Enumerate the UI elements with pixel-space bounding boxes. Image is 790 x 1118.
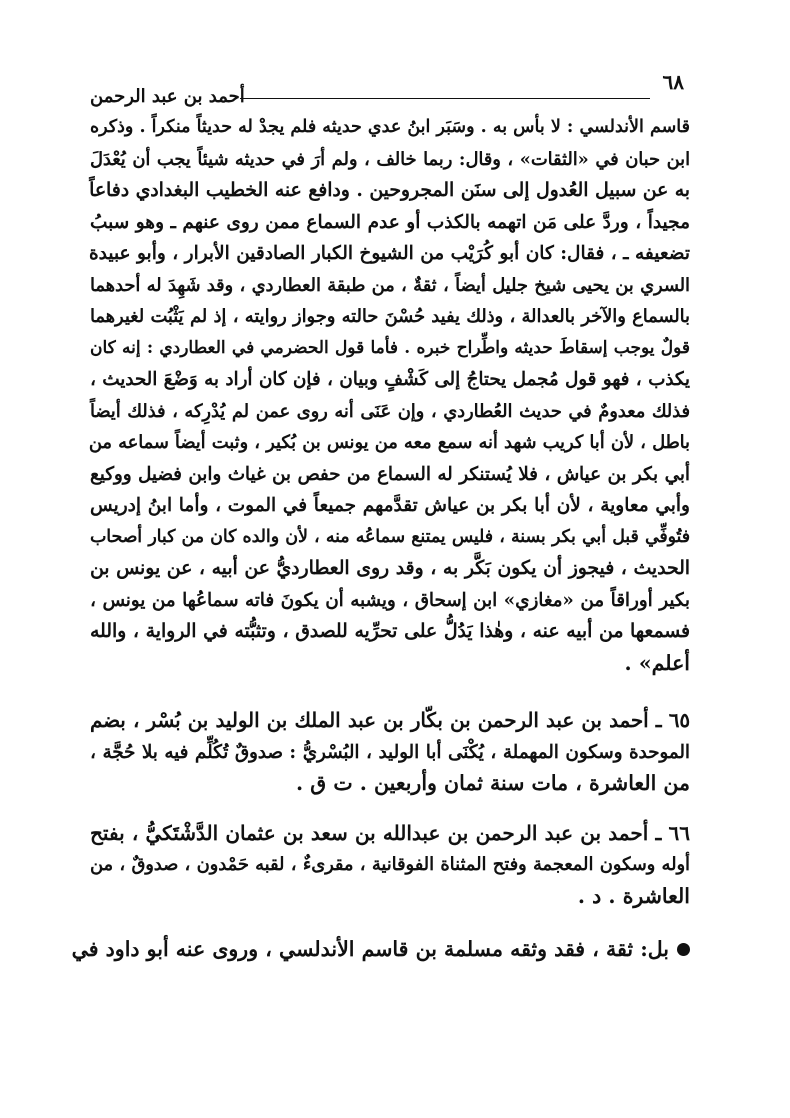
text-line: ٦٥ ـ أحمد بن عبد الرحمن بن بكّار بن عبد الملك بن الوليد بن بُسْر ، بضم: [90, 708, 690, 732]
text-line: تضعيفه ـ ، فقال: كان أبو كُرَيْب من الشيوخ الكبار الصادقين الأبرار ، وأبو عبيدة: [88, 243, 690, 264]
paragraph-continuation: [90, 112, 690, 679]
page-number: ٦٨: [662, 70, 684, 94]
text-line: الموحدة وسكون المهملة ، يُكْنَى أبا الوليد ، البُسْريُّ : صدوقٌ تُكُلِّم فيه بلا حُجَّة ،: [90, 741, 690, 763]
bullet-icon: [677, 943, 690, 956]
text-line: فسمعها من أبيه عنه ، وهٰذا يَدُلُّ على تحرِّيه للصدق ، وتثبُّته في الرواية ، والله: [90, 620, 690, 642]
text-line: ٦٦ ـ أحمد بن عبد الرحمن بن عبدالله بن سعد بن عثمان الدَّشْتَكيُّ ، بفتح: [90, 820, 690, 845]
entry-65: [90, 705, 690, 800]
note-text: بل: ثقة ، فقد وثقه مسلمة بن قاسم الأندلسي ، وروى عنه أبو داود في: [71, 937, 669, 961]
text-line: ابن حبان في «الثقات» ، وقال: ربما خالف ، ولم أرَ في حديثه شيئاً يجب أن يُعْدَلَ: [90, 148, 690, 170]
running-head: أحمد بن عبد الرحمن: [90, 86, 245, 107]
text-line: بالسماع والآخر بالعدالة ، وذلك يفيد حُسْنَ حالته وجواز روايته ، إذ لم يَثْبُت لغيرهما: [90, 306, 690, 327]
text-line: بكير أوراقاً من «مغازي» ابن إسحاق ، ويشبه أن يكونَ فاته سماعُها من يونس ،: [90, 589, 690, 611]
paragraph-gap: [90, 679, 690, 705]
page-header: [90, 70, 690, 110]
text-line: العاشرة . د .: [577, 883, 690, 908]
text-line: أعلم» .: [624, 650, 690, 675]
header-rule: [240, 98, 650, 99]
text-line: الحديث ، فيجوز أن يكون بَكَّر به ، وقد روى العطارديُّ عن أبيه ، عن يونس بن: [90, 557, 690, 579]
footnote-note: [71, 934, 690, 966]
text-line: مجيداً ، وردَّ على مَن اتهمه بالكذب أو عدم السماع ممن روى عنهم ـ وهو سببُ: [90, 211, 690, 233]
text-line: السري بن يحيى شيخ جليل أيضاً ، ثقةٌ ، من طبقة العطاردي ، وقد شَهِدَ له أحدهما: [90, 274, 690, 296]
text-line: يكذب ، فهو قول مُجمل يحتاجُ إلى كَشْفٍ وبيان ، فإن كان أراد به وَضْعَ الحديث ،: [90, 369, 690, 390]
text-line: باطل ، لأن أبا كريب شهد أنه سمع معه من يونس بن بُكير ، وثبت أيضاً سماعه من: [88, 432, 690, 453]
text-line: قولٌ يوجب إسقاطَ حديثه واطِّراح خبره . فأما قول الحضرمي في العطاردي : إنه كان: [90, 337, 690, 358]
paragraph-gap: [90, 800, 690, 818]
text-line: أبي بكر بن عياش ، فلا يُستنكر له السماع من حفص بن غياث وابن فضيل ووكيع: [90, 463, 690, 485]
text-line: به عن سبيل العُدول إلى سنَن المجروحين . ودافع عنه الخطيب البغدادي دفاعاً: [89, 179, 690, 201]
entry-66: [90, 818, 690, 913]
text-line: من العاشرة ، مات سنة ثمان وأربعين . ت ق .: [296, 771, 690, 795]
main-text: [71, 112, 690, 966]
text-line: فذلك معدومٌ في حديث العُطاردي ، وإن عَنَى أنه روى عمن لم يُدْرِكه ، فذلك أيضاً: [90, 400, 690, 422]
text-line: أوله وسكون المعجمة وفتح المثناة الفوقانية ، مقرىءٌ ، لقبه حَمْدون ، صدوقٌ ، من: [90, 854, 690, 875]
text-line: وأبي معاوية ، لأن أبا بكر بن عياش تقدَّمهم جميعاً في الموت ، وأما ابنُ إدريس: [90, 495, 690, 516]
text-line: قاسم الأندلسي : لا بأس به . وسَبَر ابنُ عدي حديثه فلم يجدْ له حديثاً منكراً . وذكره: [89, 117, 690, 137]
text-line: فتُوفِّي قبل أبي بكر بسنة ، فليس يمتنع سماعُه منه ، لأن والده كان من كبار أصحاب: [90, 526, 690, 547]
paragraph-gap: [90, 912, 690, 934]
